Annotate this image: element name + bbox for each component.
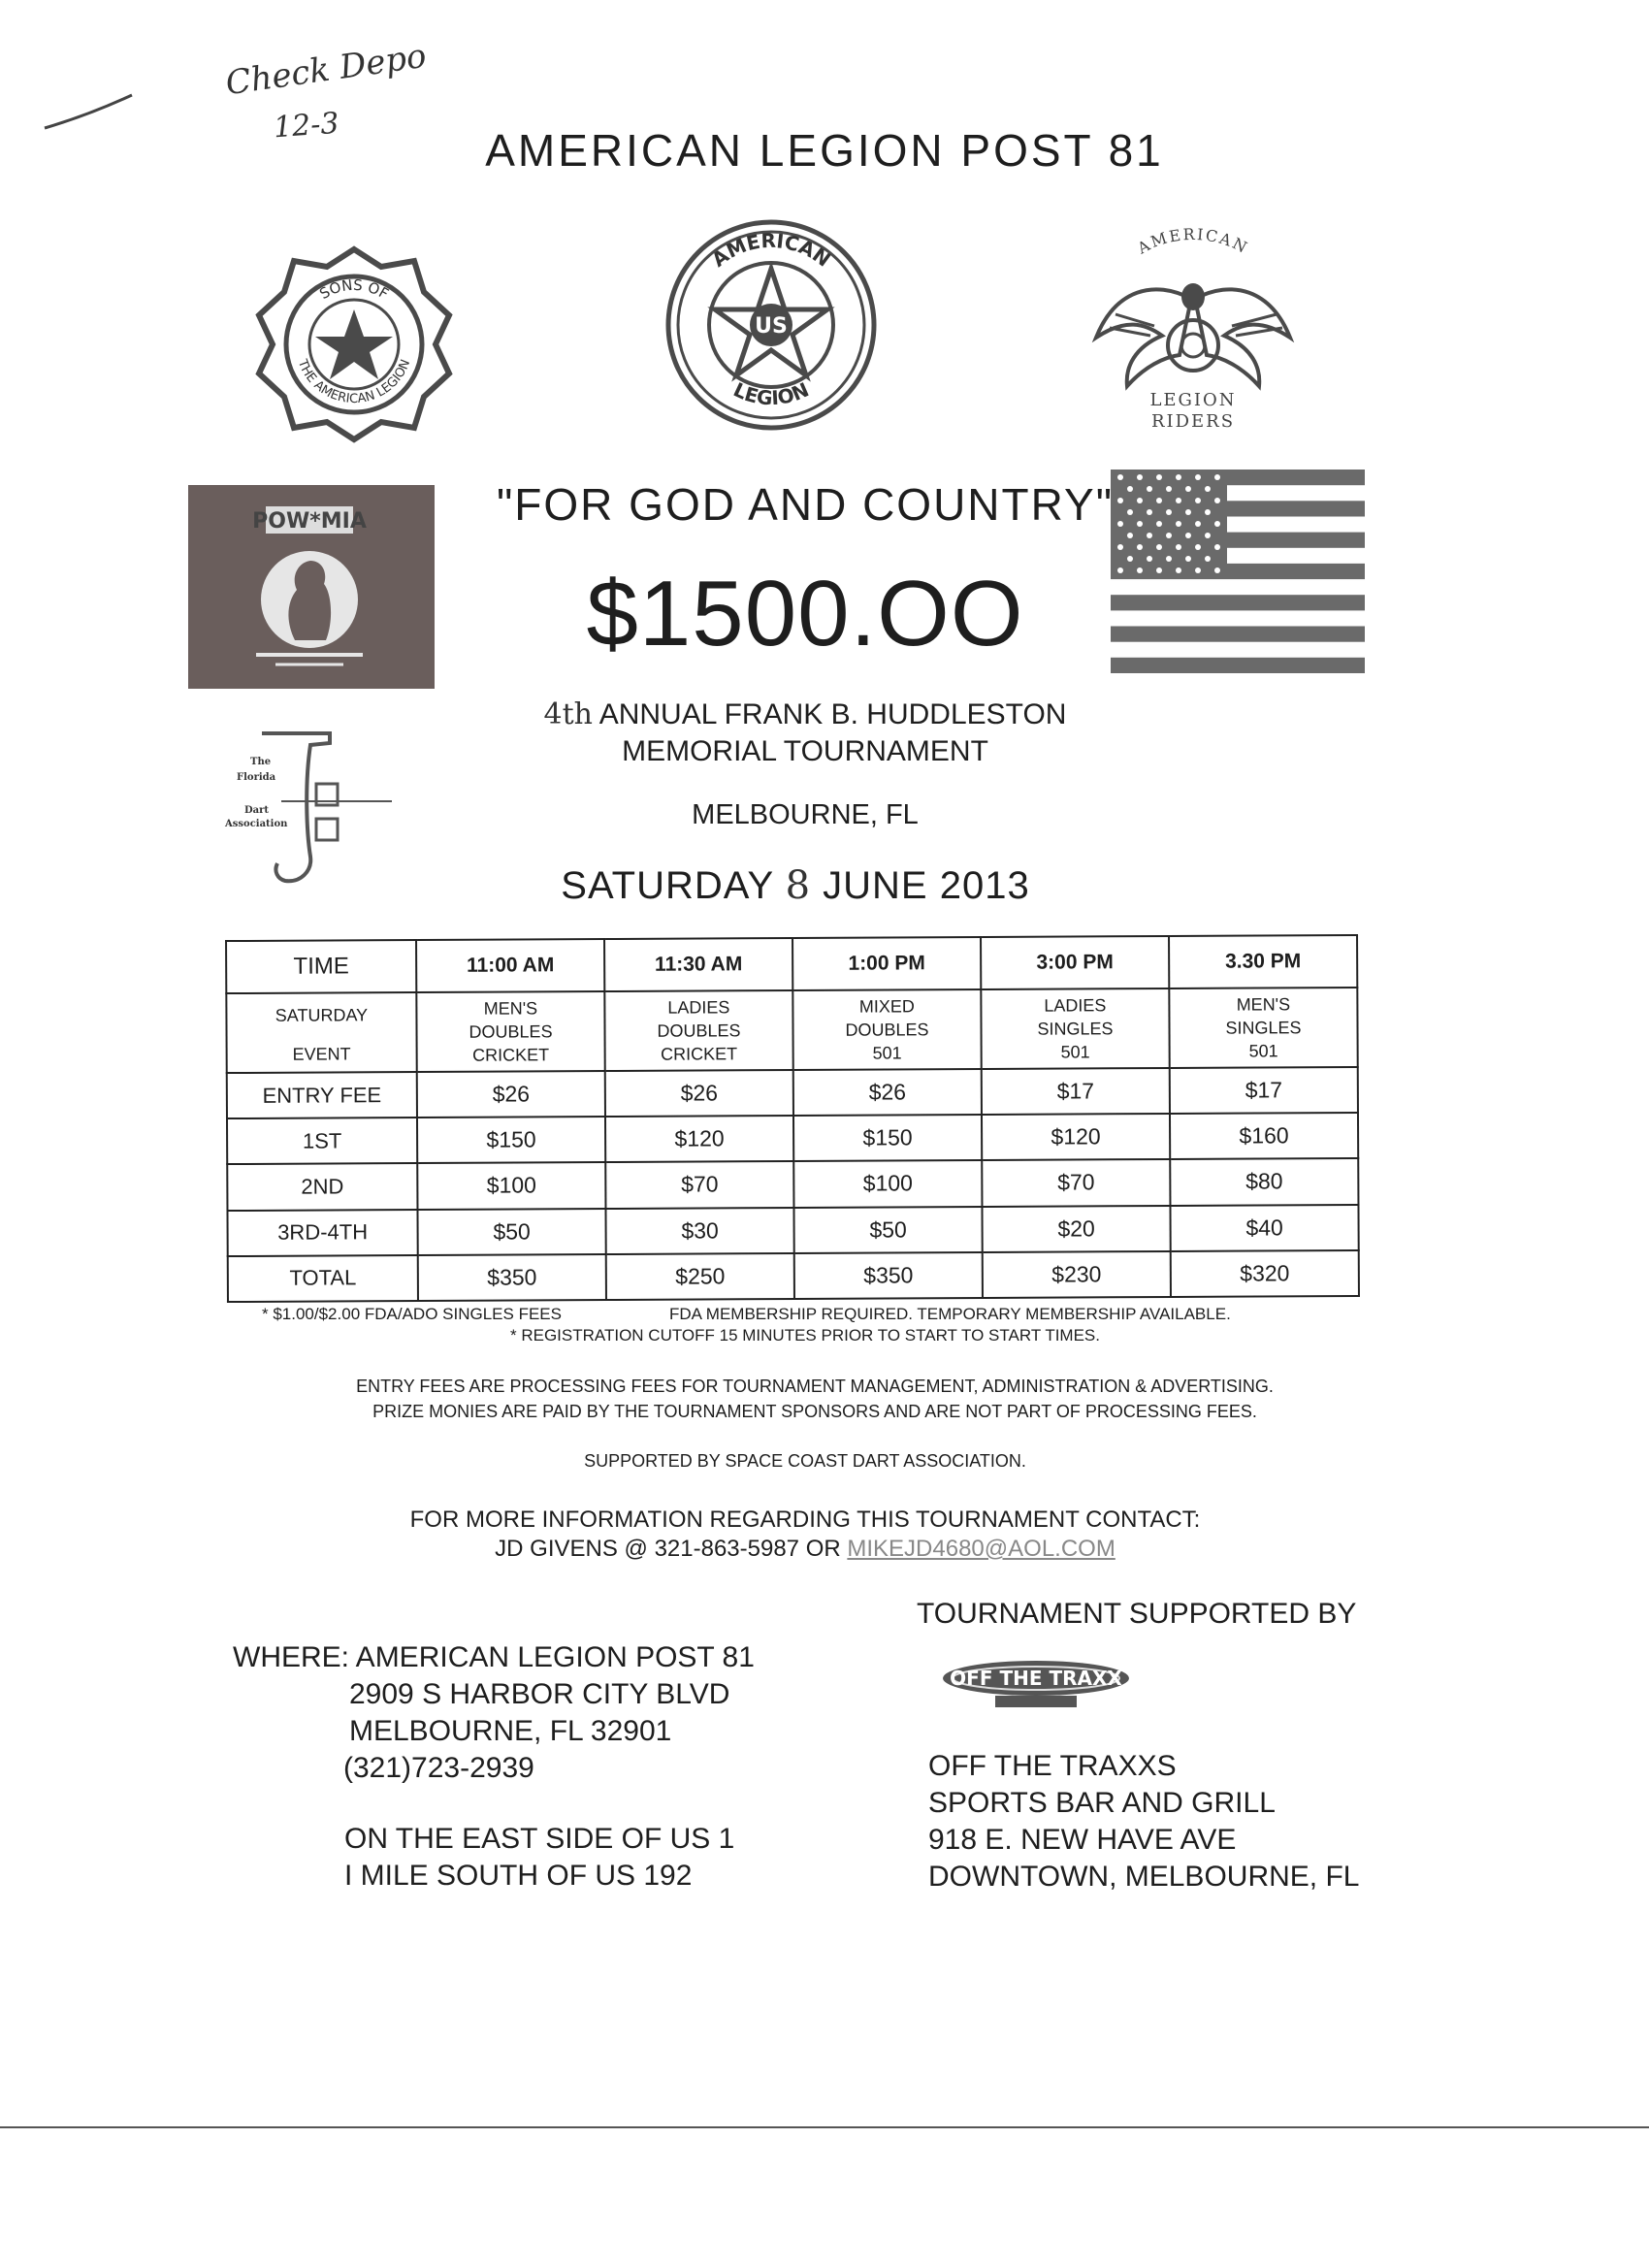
directions-line1: ON THE EAST SIDE OF US 1 [344, 1823, 735, 1855]
saturday-label: SATURDAY [275, 1005, 369, 1025]
svg-text:AMERICAN: AMERICAN [707, 228, 835, 272]
table-cell: $350 [418, 1254, 606, 1301]
footnote-fees [262, 1304, 1348, 1325]
scan-edge-divider [0, 2126, 1649, 2128]
event-line: LADIES [667, 997, 730, 1018]
svg-text:POW*MIA: POW*MIA [252, 509, 367, 534]
contact-line1: FOR MORE INFORMATION REGARDING THIS TOURNAMENT CONTACT: [409, 1507, 1201, 1533]
event-line: SINGLES [1037, 1019, 1114, 1039]
annual-number: 4th [543, 697, 593, 731]
table-cell: $100 [417, 1162, 605, 1209]
footnote-registration: * REGISTRATION CUTOFF 15 MINUTES PRIOR TO START TO START TIMES. [509, 1326, 1100, 1345]
table-cell: $40 [1170, 1205, 1358, 1251]
contact-email-link[interactable]: MIKEJD4680@AOL.COM [847, 1536, 1116, 1562]
table-header-row [226, 935, 1357, 993]
svg-text:Florida: Florida [237, 772, 276, 783]
table-cell: $20 [982, 1206, 1170, 1252]
directions-line2: I MILE SOUTH OF US 192 [344, 1860, 693, 1892]
date-month-year: JUNE 2013 [823, 864, 1030, 907]
table-cell: $250 [606, 1253, 794, 1300]
page-title: AMERICAN LEGION POST 81 [485, 125, 1164, 176]
supported-by-notice: SUPPORTED BY SPACE COAST DART ASSOCIATION. [584, 1451, 1026, 1471]
date-weekday: SATURDAY [561, 864, 774, 907]
sponsor-name1: OFF THE TRAXXS [928, 1750, 1177, 1782]
prize-amount: $1500.OO [586, 562, 1024, 665]
time-cell: 3:00 PM [981, 936, 1169, 989]
table-cell: $150 [793, 1115, 982, 1161]
table-row [227, 1158, 1358, 1210]
tournament-schedule-table [225, 934, 1360, 1303]
fees-line2: PRIZE MONIES ARE PAID BY THE TOURNAMENT SPONSORS AND ARE NOT PART OF PROCESSING FEES. [372, 1402, 1257, 1421]
table-cell: $17 [982, 1068, 1170, 1115]
svg-text:The: The [250, 757, 272, 767]
venue-directions [344, 1821, 734, 1895]
time-cell: 3.30 PM [1169, 935, 1357, 988]
legion-riders-eagle-icon [1086, 221, 1300, 435]
table-cell: $70 [605, 1161, 793, 1208]
table-cell: $26 [793, 1069, 982, 1116]
event-line: 501 [1248, 1041, 1278, 1061]
event-date [0, 863, 1591, 908]
motto-heading: "FOR GOD AND COUNTRY" [496, 479, 1115, 530]
event-cell [604, 990, 792, 1071]
sponsor-address: 918 E. NEW HAVE AVE [928, 1824, 1237, 1856]
table-cell: $80 [1170, 1158, 1358, 1205]
event-cell [981, 988, 1169, 1069]
event-line: DOUBLES [469, 1021, 553, 1042]
table-cell: $160 [1170, 1113, 1358, 1159]
event-label-cell [226, 992, 416, 1073]
time-cell: 11:30 AM [604, 938, 792, 991]
event-cell [1169, 988, 1357, 1068]
table-cell: $50 [417, 1209, 605, 1255]
american-legion-emblem-icon [664, 218, 878, 432]
svg-text:Dart: Dart [244, 805, 270, 816]
event-line: DOUBLES [657, 1021, 741, 1041]
event-line: MIXED [858, 996, 915, 1017]
table-cell: $70 [982, 1159, 1170, 1206]
footnote-membership: FDA MEMBERSHIP REQUIRED. TEMPORARY MEMBERSHIP AVAILABLE. [669, 1305, 1231, 1323]
row-label: 2ND [227, 1163, 417, 1210]
table-row [227, 1205, 1358, 1256]
table-cell: $320 [1171, 1250, 1359, 1297]
time-header: TIME [226, 940, 416, 993]
row-label: 3RD-4TH [227, 1210, 417, 1256]
table-row [227, 1113, 1358, 1164]
table-cell: $17 [1170, 1067, 1358, 1114]
table-cell: $50 [793, 1207, 982, 1253]
event-city: MELBOURNE, FL [692, 799, 919, 830]
event-line: LADIES [1044, 995, 1107, 1016]
svg-text:THE AMERICAN LEGION: THE AMERICAN LEGION [294, 357, 414, 407]
event-line: CRICKET [661, 1044, 738, 1064]
svg-text:LEGION: LEGION [1149, 390, 1237, 410]
annual-line1: ANNUAL FRANK B. HUDDLESTON [598, 698, 1067, 730]
row-label: 1ST [227, 1118, 417, 1164]
contact-info [0, 1506, 1610, 1564]
venue-address2: MELBOURNE, FL 32901 [349, 1715, 672, 1747]
svg-text:US: US [755, 314, 788, 339]
svg-text:AMERICAN: AMERICAN [1134, 224, 1252, 258]
handwritten-date: 12-3 [272, 106, 340, 146]
time-cell: 1:00 PM [792, 937, 981, 990]
event-row [226, 988, 1357, 1073]
event-line: MEN'S [1236, 994, 1291, 1015]
row-label: ENTRY FEE [227, 1072, 417, 1118]
event-line: DOUBLES [845, 1020, 929, 1040]
contact-phone: JD GIVENS @ 321-863-5987 OR [495, 1536, 841, 1562]
svg-text:RIDERS: RIDERS [1150, 411, 1236, 432]
event-line: CRICKET [472, 1045, 550, 1065]
table-cell: $230 [983, 1251, 1171, 1298]
event-line: 501 [872, 1043, 902, 1063]
date-day: 8 [785, 863, 812, 908]
table-cell: $120 [982, 1114, 1170, 1160]
event-line: SINGLES [1225, 1018, 1302, 1038]
event-line: MEN'S [483, 998, 538, 1019]
processing-fees-notice [0, 1374, 1630, 1424]
venue-label: WHERE: AMERICAN LEGION POST 81 [233, 1641, 755, 1673]
time-cell: 11:00 AM [416, 939, 604, 992]
table-cell: $26 [605, 1070, 793, 1117]
venue-phone: (321)723-2939 [343, 1752, 534, 1784]
row-label: TOTAL [228, 1255, 418, 1302]
event-label: EVENT [292, 1044, 351, 1064]
svg-text:SONS OF: SONS OF [316, 275, 392, 304]
event-cell [416, 991, 604, 1072]
annual-line2: MEMORIAL TOURNAMENT [622, 735, 988, 767]
table-cell: $30 [605, 1208, 793, 1254]
handwritten-note: Check Depo [223, 36, 429, 104]
venue-address1: 2909 S HARBOR CITY BLVD [349, 1678, 730, 1710]
footnote-singles-fees: * $1.00/$2.00 FDA/ADO SINGLES FEES [262, 1305, 562, 1323]
table-row [228, 1250, 1359, 1302]
svg-text:Association: Association [225, 819, 288, 829]
table-cell: $100 [793, 1160, 982, 1207]
table-cell: $26 [417, 1071, 605, 1118]
off-the-traxx-logo-icon [939, 1657, 1133, 1709]
sponsor-info [928, 1748, 1359, 1895]
table-cell: $350 [794, 1252, 983, 1299]
venue-info [233, 1639, 755, 1787]
event-line: 501 [1060, 1042, 1090, 1062]
table-cell: $150 [417, 1117, 605, 1163]
table-cell: $120 [605, 1116, 793, 1162]
sponsor-name2: SPORTS BAR AND GRILL [928, 1787, 1276, 1819]
event-cell [792, 989, 981, 1070]
table-row [227, 1067, 1358, 1118]
sons-of-legion-emblem-icon [257, 247, 451, 441]
fees-line1: ENTRY FEES ARE PROCESSING FEES FOR TOURNAMENT MANAGEMENT, ADMINISTRATION & ADVERTISING. [356, 1377, 1274, 1396]
sponsor-city: DOWNTOWN, MELBOURNE, FL [928, 1861, 1360, 1893]
sponsor-heading: TOURNAMENT SUPPORTED BY [917, 1598, 1357, 1630]
svg-text:LEGION: LEGION [729, 377, 813, 410]
svg-text:OFF THE TRAXX: OFF THE TRAXX [950, 1667, 1122, 1690]
